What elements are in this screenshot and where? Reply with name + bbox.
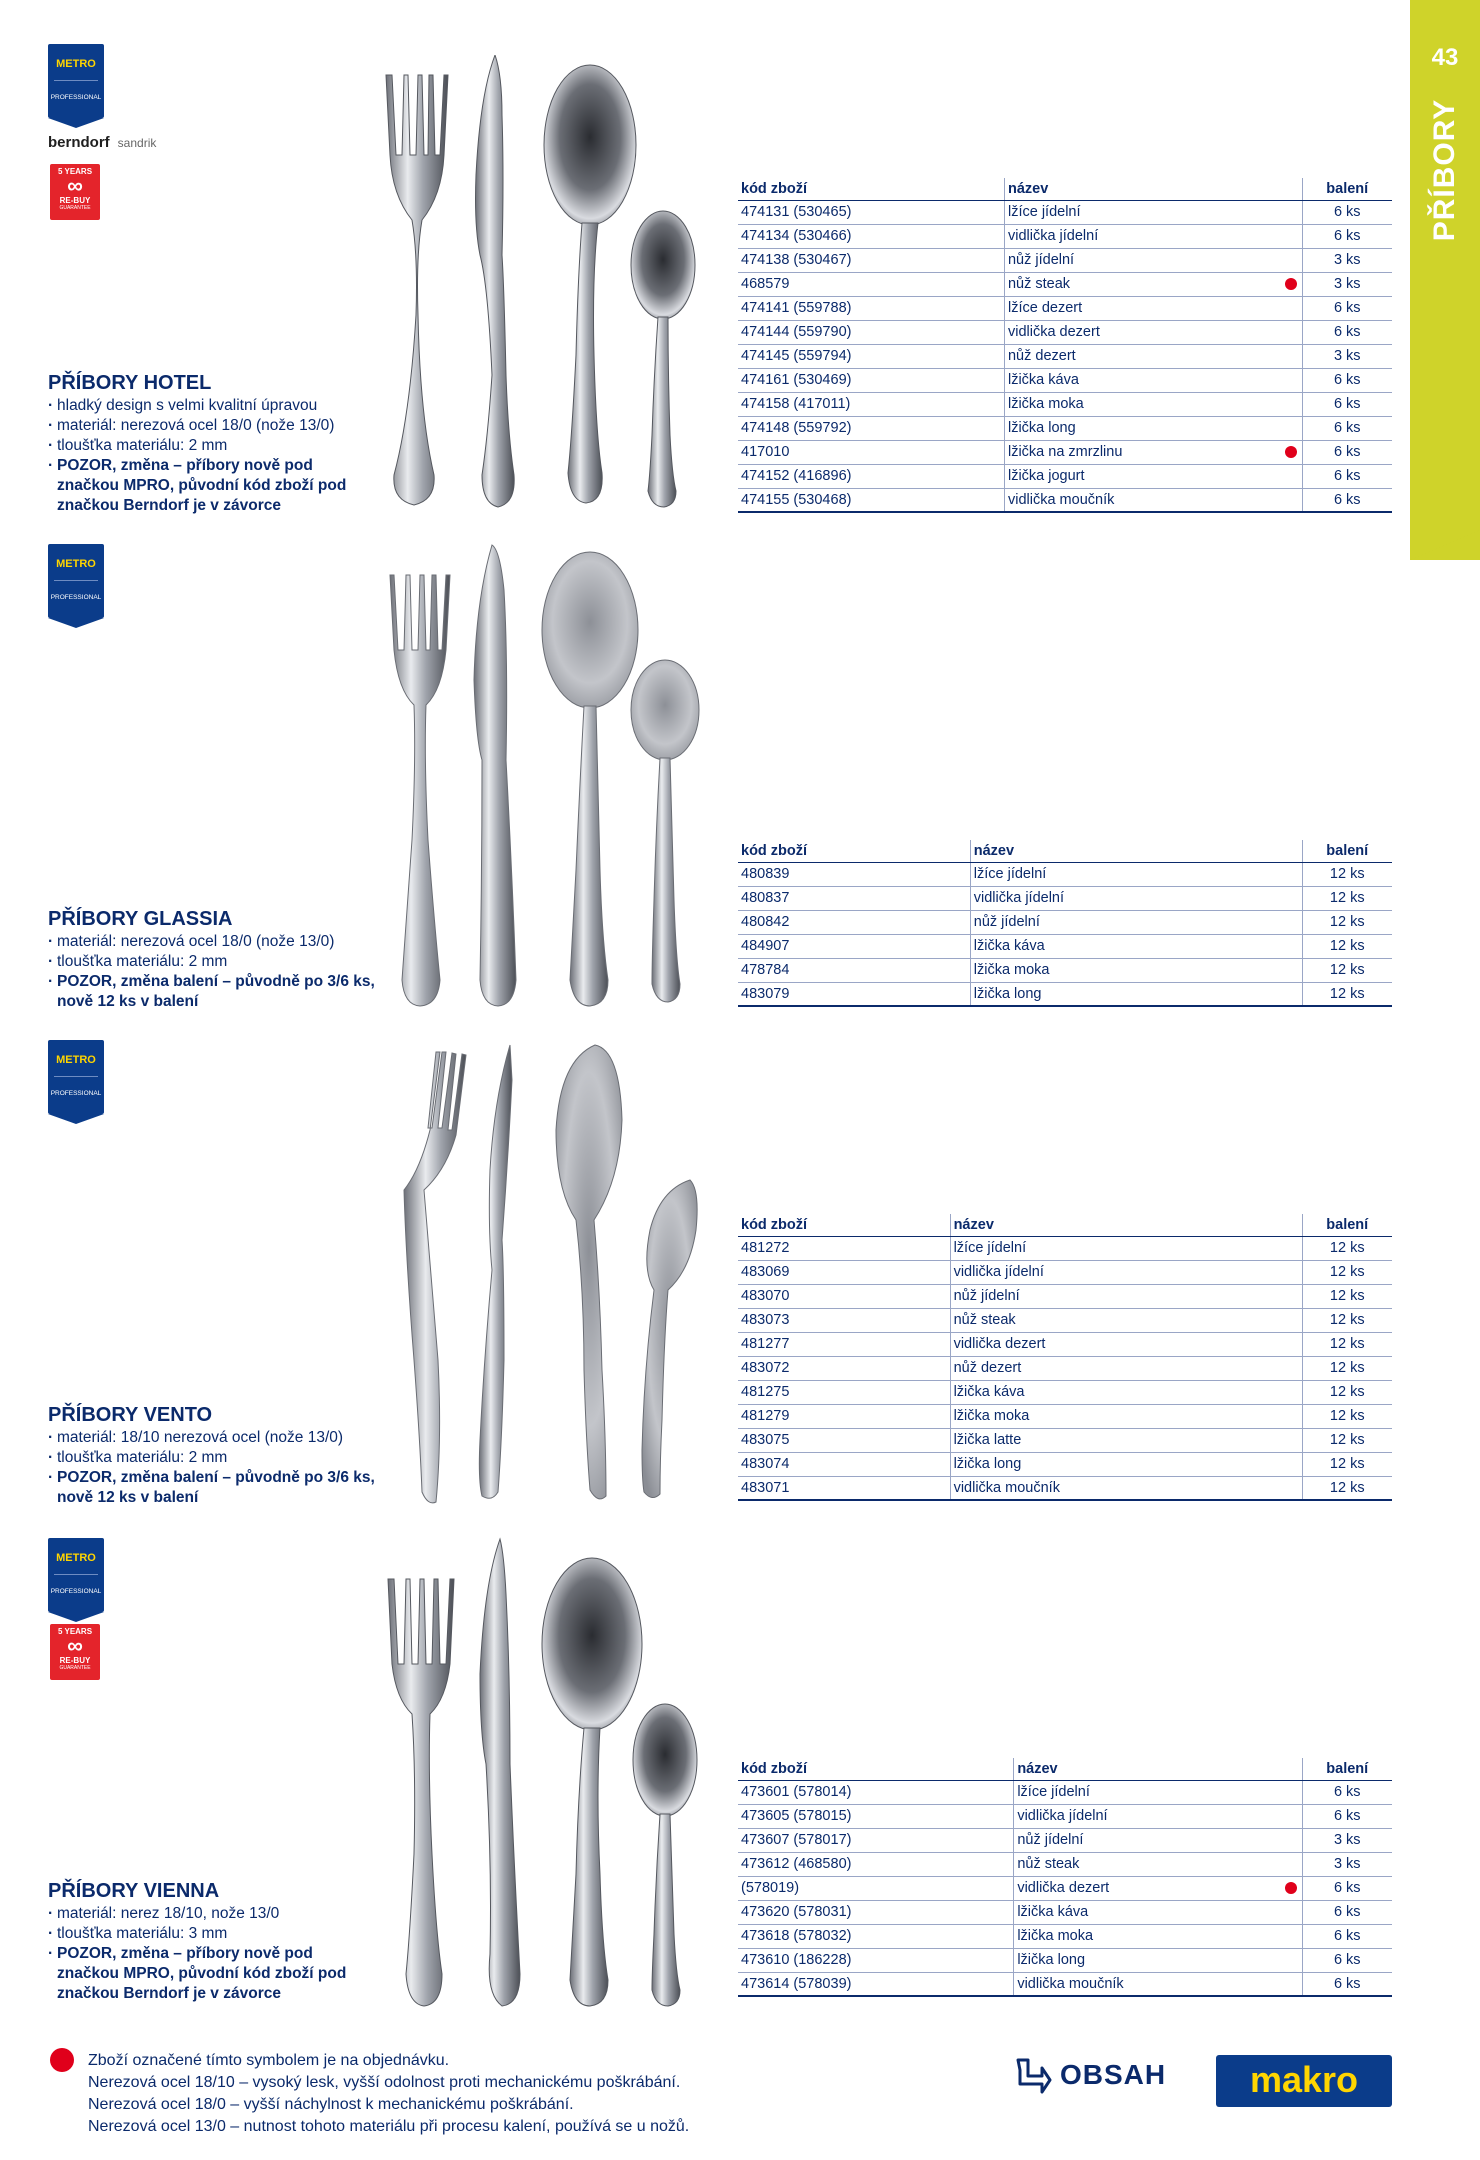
table-row: 474138 (530467) nůž jídelní 3 ks bbox=[738, 248, 1392, 272]
feature-list bbox=[48, 396, 378, 516]
metro-professional-logo: METRO PROFESSIONAL bbox=[48, 44, 104, 118]
table-row: 474134 (530466) vidlička jídelní 6 ks bbox=[738, 224, 1392, 248]
table-row: 483079 lžička long 12 ks bbox=[738, 982, 1392, 1006]
feature-list bbox=[48, 1428, 378, 1508]
metro-professional-logo: METRO PROFESSIONAL bbox=[48, 1538, 104, 1612]
footnote: Zboží označené tímto symbolem je na objednávku. bbox=[88, 2052, 450, 2069]
cutlery-vienna-image bbox=[380, 1534, 720, 2014]
contents-arrow-icon bbox=[1014, 2056, 1052, 2094]
footnotes bbox=[88, 2050, 689, 2138]
table-row: 474148 (559792) lžička long 6 ks bbox=[738, 416, 1392, 440]
metro-professional-logo: METRO PROFESSIONAL bbox=[48, 1040, 104, 1114]
on-order-dot-icon bbox=[1285, 1882, 1297, 1894]
table-row: 481275 lžička káva 12 ks bbox=[738, 1380, 1392, 1404]
feature-item: · tloušťka materiálu: 2 mm bbox=[48, 436, 378, 456]
table-row: 473605 (578015) vidlička jídelní 6 ks bbox=[738, 1804, 1392, 1828]
table-row: 481279 lžička moka 12 ks bbox=[738, 1404, 1392, 1428]
feature-item: · materiál: nerezová ocel 18/0 (nože 13/0) bbox=[48, 932, 378, 952]
product-table-vento: kód zboží název balení 481272 lžíce jídelní 12 ks 483069 vidlička jídelní 12 ks 483070 nůž jídelní 12 ks 483073 nůž steak 12 ks 481277 vidlička dezert 12 ks 483072 nůž dezert 12 ks 481275 lžička káva 12 ks 481279 lžička moka 12 ks 483075 lžička latte 12 ks 483074 lžička long 12 ks 483071 vidlička moučník 12 ks bbox=[738, 1214, 1392, 1501]
cutlery-hotel-image bbox=[380, 55, 720, 515]
footnote: Nerezová ocel 18/10 – vysoký lesk, vyšší odolnost proti mechanickému poškrábání. bbox=[88, 2074, 681, 2091]
feature-item: · tloušťka materiálu: 2 mm bbox=[48, 952, 378, 972]
on-order-dot-icon bbox=[1285, 278, 1297, 290]
table-row: 481277 vidlička dezert 12 ks bbox=[738, 1332, 1392, 1356]
feature-item-notice: · POZOR, změna balení – původně po 3/6 ks, nově 12 ks v balení bbox=[48, 1468, 378, 1508]
product-table-vienna: kód zboží název balení 473601 (578014) lžíce jídelní 6 ks 473605 (578015) vidlička jídelní 6 ks 473607 (578017) nůž jídelní 3 ks 473612 (468580) nůž steak 3 ks (578019) vidlička dezert 6 ks 473620 (578031) lžička káva 6 ks 473618 (578032) lžička moka 6 ks 473610 (186228) lžička long 6 ks 473614 (578039) vidlička moučník 6 ks bbox=[738, 1758, 1392, 1997]
table-row: 474158 (417011) lžička moka 6 ks bbox=[738, 392, 1392, 416]
cutlery-glassia-image bbox=[380, 540, 720, 1010]
chapter-tab-corner bbox=[1410, 530, 1480, 560]
table-row: 474161 (530469) lžička káva 6 ks bbox=[738, 368, 1392, 392]
table-row: 468579 nůž steak 3 ks bbox=[738, 272, 1392, 296]
table-row: 474144 (559790) vidlička dezert 6 ks bbox=[738, 320, 1392, 344]
section-title: PŘÍBORY GLASSIA bbox=[48, 908, 233, 930]
table-row: 483071 vidlička moučník 12 ks bbox=[738, 1476, 1392, 1500]
table-row: (578019) vidlička dezert 6 ks bbox=[738, 1876, 1392, 1900]
table-row: 483069 vidlička jídelní 12 ks bbox=[738, 1260, 1392, 1284]
feature-item-notice: · POZOR, změna – příbory nově pod značkou MPRO, původní kód zboží pod značkou Berndorf je v závorce bbox=[48, 456, 378, 516]
feature-item-notice: · POZOR, změna balení – původně po 3/6 ks, nově 12 ks v balení bbox=[48, 972, 378, 1012]
table-row: 483070 nůž jídelní 12 ks bbox=[738, 1284, 1392, 1308]
page-number: 43 bbox=[1431, 44, 1459, 71]
section-title: PŘÍBORY VENTO bbox=[48, 1404, 213, 1426]
table-row: 480842 nůž jídelní 12 ks bbox=[738, 910, 1392, 934]
table-row: 474145 (559794) nůž dezert 3 ks bbox=[738, 344, 1392, 368]
contents-link-label: OBSAH bbox=[1060, 2059, 1167, 2090]
rebuy-guarantee-badge: 5 YEARS ∞ RE-BUY GUARANTEE bbox=[50, 164, 100, 220]
cutlery-vento-image bbox=[380, 1040, 720, 1510]
table-row: 417010 lžička na zmrzlinu 6 ks bbox=[738, 440, 1392, 464]
chapter-tab-label: PŘÍBORY bbox=[1428, 98, 1461, 242]
contents-link[interactable] bbox=[1014, 2056, 1166, 2094]
table-row: 473610 (186228) lžička long 6 ks bbox=[738, 1948, 1392, 1972]
footnote: Nerezová ocel 18/0 – vyšší náchylnost k mechanickému poškrábání. bbox=[88, 2096, 574, 2113]
section-title: PŘÍBORY HOTEL bbox=[48, 372, 212, 394]
table-row: 473614 (578039) vidlička moučník 6 ks bbox=[738, 1972, 1392, 1996]
footnote: Nerezová ocel 13/0 – nutnost tohoto materiálu při procesu kalení, používá se u nožů. bbox=[88, 2118, 690, 2135]
makro-logo: makro bbox=[1216, 2055, 1392, 2107]
table-row: 473601 (578014) lžíce jídelní 6 ks bbox=[738, 1780, 1392, 1804]
chapter-tab bbox=[1410, 0, 1480, 560]
table-row: 473618 (578032) lžička moka 6 ks bbox=[738, 1924, 1392, 1948]
on-order-dot-icon bbox=[1285, 446, 1297, 458]
feature-item: · materiál: 18/10 nerezová ocel (nože 13/0) bbox=[48, 1428, 378, 1448]
feature-item: · materiál: nerez 18/10, nože 13/0 bbox=[48, 1904, 378, 1924]
table-row: 474141 (559788) lžíce dezert 6 ks bbox=[738, 296, 1392, 320]
on-order-legend-dot-icon bbox=[50, 2048, 74, 2072]
feature-item: · hladký design s velmi kvalitní úpravou bbox=[48, 396, 378, 416]
table-row: 473620 (578031) lžička káva 6 ks bbox=[738, 1900, 1392, 1924]
table-row: 478784 lžička moka 12 ks bbox=[738, 958, 1392, 982]
feature-item-notice: · POZOR, změna – příbory nově pod značkou MPRO, původní kód zboží pod značkou Berndorf je v závorce bbox=[48, 1944, 378, 2004]
table-row: 481272 lžíce jídelní 12 ks bbox=[738, 1236, 1392, 1260]
table-row: 483075 lžička latte 12 ks bbox=[738, 1428, 1392, 1452]
product-table-glassia: kód zboží název balení 480839 lžíce jídelní 12 ks 480837 vidlička jídelní 12 ks 480842 nůž jídelní 12 ks 484907 lžička káva 12 ks 478784 lžička moka 12 ks 483079 lžička long 12 ks bbox=[738, 840, 1392, 1007]
table-row: 473607 (578017) nůž jídelní 3 ks bbox=[738, 1828, 1392, 1852]
metro-professional-logo: METRO PROFESSIONAL bbox=[48, 544, 104, 618]
section-title: PŘÍBORY VIENNA bbox=[48, 1880, 220, 1902]
table-row: 474131 (530465) lžíce jídelní 6 ks bbox=[738, 200, 1392, 224]
feature-item: · materiál: nerezová ocel 18/0 (nože 13/0) bbox=[48, 416, 378, 436]
table-row: 474152 (416896) lžička jogurt 6 ks bbox=[738, 464, 1392, 488]
table-row: 480837 vidlička jídelní 12 ks bbox=[738, 886, 1392, 910]
rebuy-guarantee-badge: 5 YEARS ∞ RE-BUY GUARANTEE bbox=[50, 1624, 100, 1680]
table-row: 484907 lžička káva 12 ks bbox=[738, 934, 1392, 958]
feature-item: · tloušťka materiálu: 2 mm bbox=[48, 1448, 378, 1468]
table-row: 474155 (530468) vidlička moučník 6 ks bbox=[738, 488, 1392, 512]
table-row: 483073 nůž steak 12 ks bbox=[738, 1308, 1392, 1332]
table-row: 480839 lžíce jídelní 12 ks bbox=[738, 862, 1392, 886]
table-row: 483072 nůž dezert 12 ks bbox=[738, 1356, 1392, 1380]
table-row: 483074 lžička long 12 ks bbox=[738, 1452, 1392, 1476]
berndorf-logo: berndorf sandrik bbox=[48, 134, 157, 151]
feature-item: · tloušťka materiálu: 3 mm bbox=[48, 1924, 378, 1944]
feature-list bbox=[48, 932, 378, 1012]
product-table-hotel: kód zboží název balení 474131 (530465) lžíce jídelní 6 ks 474134 (530466) vidlička jídelní 6 ks 474138 (530467) nůž jídelní 3 ks 468579 nůž steak 3 ks 474141 (559788) lžíce dezert 6 ks 474144 (559790) vidlička dezert 6 ks 474145 (559794) nůž dezert 3 ks 474161 (530469) lžička káva 6 ks 474158 (417011) lžička moka 6 ks 474148 (559792) lžička long 6 ks 417010 lžička na zmrzlinu 6 ks 474152 (416896) lžička jogurt 6 ks 474155 (530468) vidlička moučník 6 ks bbox=[738, 178, 1392, 513]
feature-list bbox=[48, 1904, 378, 2004]
table-row: 473612 (468580) nůž steak 3 ks bbox=[738, 1852, 1392, 1876]
